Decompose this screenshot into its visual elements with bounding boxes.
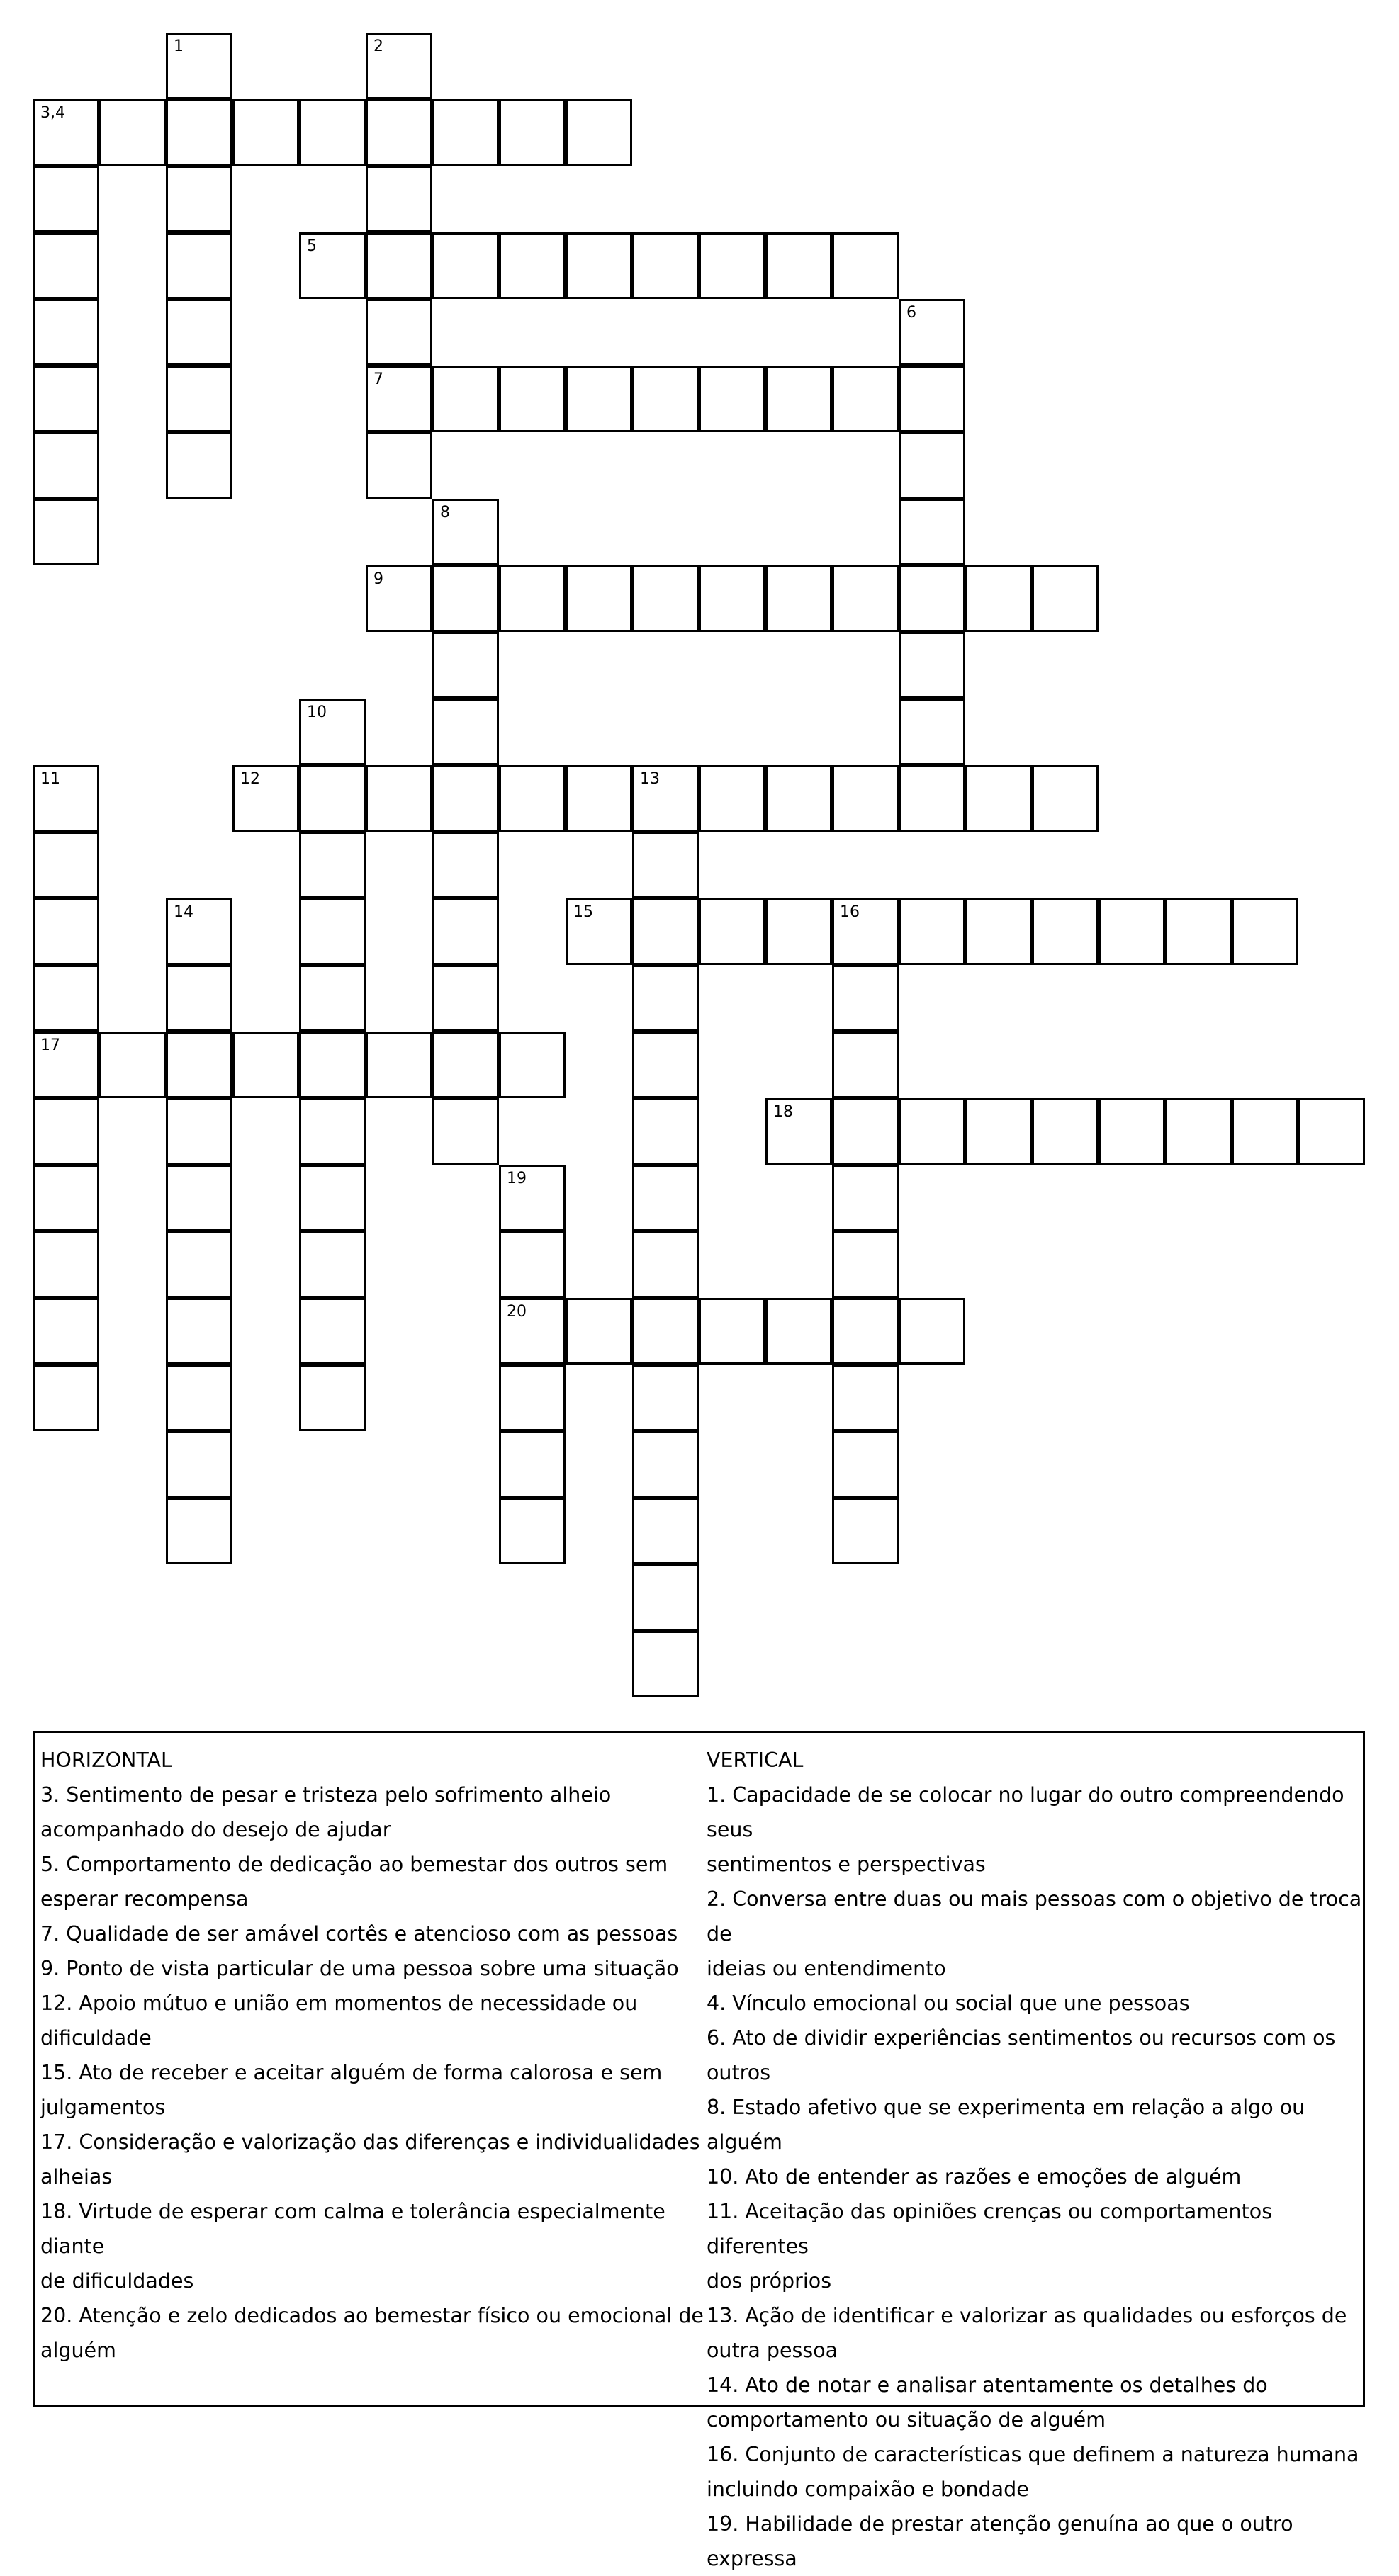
crossword-cell[interactable] (366, 1032, 432, 1098)
crossword-cell[interactable] (499, 99, 566, 166)
crossword-cell[interactable] (366, 232, 432, 299)
crossword-cell[interactable] (632, 832, 699, 898)
clue-number: 11 (40, 770, 60, 788)
clue-line: dificuldade (40, 2026, 152, 2050)
crossword-cell[interactable] (166, 1231, 232, 1298)
clue-number: 9 (373, 570, 383, 588)
crossword-cell[interactable] (765, 565, 832, 632)
clue-line: julgamentos (40, 2096, 166, 2119)
crossword-cell[interactable] (765, 1098, 832, 1165)
crossword-cell[interactable] (166, 1498, 232, 1564)
crossword-cell[interactable] (166, 1298, 232, 1365)
clue-number: 1 (174, 38, 184, 55)
crossword-cell[interactable] (432, 965, 499, 1032)
crossword-cell[interactable] (765, 765, 832, 832)
crossword-cell[interactable] (432, 699, 499, 765)
crossword-cell[interactable] (299, 1298, 366, 1365)
crossword-cell[interactable] (432, 898, 499, 965)
crossword-cell[interactable] (832, 898, 899, 965)
crossword-cell[interactable] (1032, 898, 1099, 965)
crossword-cell[interactable] (33, 99, 99, 166)
crossword-cell[interactable] (899, 565, 965, 632)
crossword-cell[interactable] (965, 565, 1032, 632)
crossword-cell[interactable] (299, 699, 366, 765)
crossword-cell[interactable] (965, 765, 1032, 832)
crossword-cell[interactable] (33, 1365, 99, 1431)
crossword-cell[interactable] (632, 1498, 699, 1564)
clue-line: ideias ou entendimento (707, 1957, 946, 1980)
clue-number: 19 (507, 1170, 527, 1187)
crossword-cell[interactable] (699, 366, 765, 432)
crossword-cell[interactable] (432, 232, 499, 299)
clue-number: 13 (640, 770, 660, 788)
clue-number: 18 (773, 1103, 793, 1121)
crossword-cell[interactable] (765, 1298, 832, 1365)
crossword-cell[interactable] (33, 1298, 99, 1365)
clue-line: 2. Conversa entre duas ou mais pessoas com o objetivo de troca de (707, 1887, 1362, 1945)
clue-number: 16 (840, 903, 860, 921)
crossword-cell[interactable] (1232, 1098, 1298, 1165)
crossword-cell[interactable] (899, 299, 965, 366)
crossword-cell[interactable] (366, 99, 432, 166)
crossword-cell[interactable] (299, 1231, 366, 1298)
crossword-cell[interactable] (566, 232, 632, 299)
crossword-cell[interactable] (765, 366, 832, 432)
crossword-cell[interactable] (632, 965, 699, 1032)
crossword-cell[interactable] (166, 1098, 232, 1165)
crossword-cell[interactable] (499, 1231, 566, 1298)
crossword-cell[interactable] (899, 1098, 965, 1165)
crossword-cell[interactable] (632, 765, 699, 832)
crossword-cell[interactable] (33, 965, 99, 1032)
crossword-cell[interactable] (632, 1231, 699, 1298)
crossword-cell[interactable] (899, 699, 965, 765)
crossword-cell[interactable] (299, 99, 366, 166)
crossword-cell[interactable] (832, 565, 899, 632)
clue-line: 20. Atenção e zelo dedicados ao bemestar físico ou emocional de (40, 2304, 704, 2327)
crossword-cell[interactable] (33, 432, 99, 499)
crossword-cell[interactable] (1298, 1098, 1365, 1165)
clue-line: incluindo compaixão e bondade (707, 2478, 1029, 2501)
clue-line: outra pessoa (707, 2339, 838, 2362)
crossword-cell[interactable] (432, 499, 499, 565)
clue-line: 13. Ação de identificar e valorizar as qualidades ou esforços de (707, 2304, 1347, 2327)
clue-line: 15. Ato de receber e aceitar alguém de forma calorosa e sem (40, 2061, 663, 2084)
crossword-cell[interactable] (632, 1298, 699, 1365)
crossword-cell[interactable] (899, 632, 965, 699)
crossword-cell[interactable] (632, 1165, 699, 1231)
crossword-cell[interactable] (899, 499, 965, 565)
clue-line: 14. Ato de notar e analisar atentamente os detalhes do (707, 2373, 1268, 2397)
crossword-cell[interactable] (33, 1098, 99, 1165)
crossword-cell[interactable] (366, 366, 432, 432)
horizontal-clues (40, 1743, 707, 2368)
crossword-cell[interactable] (33, 232, 99, 299)
clue-line: 4. Vínculo emocional ou social que une pessoas (707, 1992, 1190, 2015)
crossword-cell[interactable] (366, 166, 432, 232)
crossword-cell[interactable] (1099, 1098, 1165, 1165)
clue-line: 8. Estado afetivo que se experimenta em relação a algo ou alguém (707, 2096, 1305, 2154)
crossword-cell[interactable] (499, 565, 566, 632)
crossword-cell[interactable] (832, 366, 899, 432)
crossword-cell[interactable] (899, 1298, 965, 1365)
clue-line: alheias (40, 2165, 113, 2188)
crossword-cell[interactable] (432, 565, 499, 632)
crossword-cell[interactable] (832, 1165, 899, 1231)
clue-line: comportamento ou situação de alguém (707, 2408, 1106, 2431)
crossword-cell[interactable] (299, 765, 366, 832)
crossword-cell[interactable] (299, 232, 366, 299)
clue-line: de dificuldades (40, 2269, 194, 2293)
clue-heading: VERTICAL (707, 1749, 804, 1772)
crossword-cell[interactable] (899, 765, 965, 832)
clue-line: 19. Habilidade de prestar atenção genuína ao que o outro expressa (707, 2512, 1293, 2570)
clue-line: 5. Comportamento de dedicação ao bemestar dos outros sem (40, 1853, 668, 1876)
crossword-cell[interactable] (566, 366, 632, 432)
crossword-cell[interactable] (832, 1498, 899, 1564)
crossword-cell[interactable] (965, 1098, 1032, 1165)
crossword-cell[interactable] (432, 366, 499, 432)
clue-number: 15 (573, 903, 593, 921)
crossword-cell[interactable] (432, 1098, 499, 1165)
crossword-cell[interactable] (366, 299, 432, 366)
crossword-cell[interactable] (166, 299, 232, 366)
crossword-cell[interactable] (432, 765, 499, 832)
crossword-cell[interactable] (832, 1431, 899, 1498)
crossword-cell[interactable] (166, 166, 232, 232)
crossword-cell[interactable] (499, 1165, 566, 1231)
clue-number: 10 (307, 704, 327, 721)
clue-number: 2 (373, 38, 383, 55)
clue-line: 17. Consideração e valorização das diferenças e individualidades (40, 2130, 700, 2154)
crossword-cell[interactable] (232, 1032, 299, 1098)
clue-line: 16. Conjunto de características que definem a natureza humana (707, 2443, 1359, 2466)
crossword-cell[interactable] (832, 965, 899, 1032)
crossword-cell[interactable] (166, 1165, 232, 1231)
crossword-cell[interactable] (699, 1298, 765, 1365)
crossword-cell[interactable] (632, 232, 699, 299)
crossword-cell[interactable] (33, 765, 99, 832)
crossword-cell[interactable] (33, 832, 99, 898)
crossword-cell[interactable] (832, 1098, 899, 1165)
crossword-cell[interactable] (965, 898, 1032, 965)
crossword-cell[interactable] (432, 832, 499, 898)
crossword-cell[interactable] (366, 33, 432, 99)
crossword-cell[interactable] (899, 366, 965, 432)
crossword-cell[interactable] (166, 232, 232, 299)
crossword-cell[interactable] (299, 1165, 366, 1231)
crossword-cell[interactable] (499, 366, 566, 432)
crossword-cell[interactable] (499, 1431, 566, 1498)
crossword-cell[interactable] (566, 99, 632, 166)
clue-number: 5 (307, 237, 317, 255)
crossword-cell[interactable] (632, 1431, 699, 1498)
crossword-cell[interactable] (33, 1165, 99, 1231)
crossword-cell[interactable] (432, 99, 499, 166)
crossword-cell[interactable] (33, 499, 99, 565)
crossword-cell[interactable] (1032, 1098, 1099, 1165)
clue-number: 14 (174, 903, 193, 921)
crossword-cell[interactable] (33, 299, 99, 366)
crossword-cell[interactable] (166, 1431, 232, 1498)
crossword-cell[interactable] (432, 632, 499, 699)
clue-number: 12 (240, 770, 260, 788)
clue-heading: HORIZONTAL (40, 1749, 172, 1772)
crossword-cell[interactable] (699, 565, 765, 632)
clue-number: 20 (507, 1303, 527, 1321)
crossword-cell[interactable] (166, 366, 232, 432)
clue-number: 8 (440, 504, 450, 521)
crossword-cell[interactable] (166, 1032, 232, 1098)
crossword-cell[interactable] (699, 898, 765, 965)
crossword-cell[interactable] (366, 565, 432, 632)
crossword-cell[interactable] (832, 1231, 899, 1298)
crossword-cell[interactable] (566, 898, 632, 965)
clue-line: 9. Ponto de vista particular de uma pessoa sobre uma situação (40, 1957, 679, 1980)
crossword-cell[interactable] (1032, 565, 1099, 632)
crossword-cell[interactable] (232, 99, 299, 166)
crossword-cell[interactable] (33, 166, 99, 232)
crossword-cell[interactable] (632, 565, 699, 632)
crossword-cell[interactable] (1165, 1098, 1232, 1165)
crossword-cell[interactable] (499, 1498, 566, 1564)
clue-line: sentimentos e perspectivas (707, 1853, 986, 1876)
crossword-cell[interactable] (166, 898, 232, 965)
crossword-cell[interactable] (299, 1032, 366, 1098)
crossword-cell[interactable] (832, 232, 899, 299)
clue-line: 12. Apoio mútuo e união em momentos de necessidade ou (40, 1992, 638, 2015)
crossword-cell[interactable] (899, 898, 965, 965)
crossword-cell[interactable] (632, 366, 699, 432)
crossword-cell[interactable] (832, 1032, 899, 1098)
clue-box (33, 1731, 1365, 2570)
crossword-cell[interactable] (1165, 898, 1232, 965)
crossword-cell[interactable] (765, 898, 832, 965)
crossword-cell[interactable] (166, 1365, 232, 1431)
clue-number: 7 (373, 371, 383, 388)
vertical-clues (707, 1743, 1366, 2576)
crossword-cell[interactable] (33, 1032, 99, 1098)
crossword-cell[interactable] (166, 965, 232, 1032)
crossword-cell[interactable] (1032, 765, 1099, 832)
clue-line: 18. Virtude de esperar com calma e tolerância especialmente diante (40, 2200, 665, 2258)
crossword-cell[interactable] (632, 1098, 699, 1165)
crossword-cell[interactable] (232, 765, 299, 832)
crossword-cell[interactable] (832, 1365, 899, 1431)
clue-line: acompanhado do desejo de ajudar (40, 1818, 391, 1841)
crossword-cell[interactable] (566, 1298, 632, 1365)
crossword-cell[interactable] (632, 1032, 699, 1098)
crossword-cell[interactable] (166, 99, 232, 166)
crossword-cell[interactable] (299, 832, 366, 898)
clue-number: 3,4 (40, 104, 65, 122)
crossword-cell[interactable] (166, 432, 232, 499)
crossword-cell[interactable] (499, 232, 566, 299)
crossword-cell[interactable] (366, 432, 432, 499)
crossword-cell[interactable] (499, 1298, 566, 1365)
clue-line: 1. Capacidade de se colocar no lugar do outro compreendendo seus (707, 1783, 1344, 1841)
clue-line: alguém (40, 2339, 116, 2362)
crossword-cell[interactable] (33, 1231, 99, 1298)
crossword-cell[interactable] (1232, 898, 1298, 965)
clue-line: 3. Sentimento de pesar e tristeza pelo sofrimento alheio (40, 1783, 612, 1807)
crossword-cell[interactable] (699, 232, 765, 299)
crossword-cell[interactable] (432, 1032, 499, 1098)
crossword-cell[interactable] (166, 33, 232, 99)
crossword-cell[interactable] (632, 1564, 699, 1631)
crossword-cell[interactable] (99, 1032, 166, 1098)
crossword-cell[interactable] (832, 1298, 899, 1365)
crossword-cell[interactable] (366, 765, 432, 832)
crossword-cell[interactable] (299, 898, 366, 965)
crossword-cell[interactable] (99, 99, 166, 166)
crossword-cell[interactable] (299, 965, 366, 1032)
crossword-cell[interactable] (899, 432, 965, 499)
crossword-cell[interactable] (632, 898, 699, 965)
crossword-cell[interactable] (632, 1365, 699, 1431)
clue-line: 10. Ato de entender as razões e emoções de alguém (707, 2165, 1242, 2188)
crossword-cell[interactable] (566, 565, 632, 632)
clue-line: 6. Ato de dividir experiências sentimentos ou recursos com os outros (707, 2026, 1336, 2084)
crossword-cell[interactable] (299, 1365, 366, 1431)
clue-number: 6 (906, 304, 916, 322)
crossword-cell[interactable] (33, 366, 99, 432)
clue-line: dos próprios (707, 2269, 832, 2293)
crossword-cell[interactable] (765, 232, 832, 299)
crossword-cell[interactable] (499, 765, 566, 832)
clue-line: 7. Qualidade de ser amável cortês e atencioso com as pessoas (40, 1922, 678, 1945)
crossword-cell[interactable] (566, 765, 632, 832)
crossword-cell[interactable] (499, 1032, 566, 1098)
crossword-cell[interactable] (699, 765, 765, 832)
crossword-cell[interactable] (299, 1098, 366, 1165)
clue-line: esperar recompensa (40, 1887, 249, 1911)
clue-line: 11. Aceitação das opiniões crenças ou comportamentos diferentes (707, 2200, 1273, 2258)
clue-number: 17 (40, 1036, 60, 1054)
crossword-cell[interactable] (832, 765, 899, 832)
crossword-cell[interactable] (1099, 898, 1165, 965)
crossword-cell[interactable] (632, 1631, 699, 1697)
crossword-cell[interactable] (33, 898, 99, 965)
crossword-cell[interactable] (499, 1365, 566, 1431)
